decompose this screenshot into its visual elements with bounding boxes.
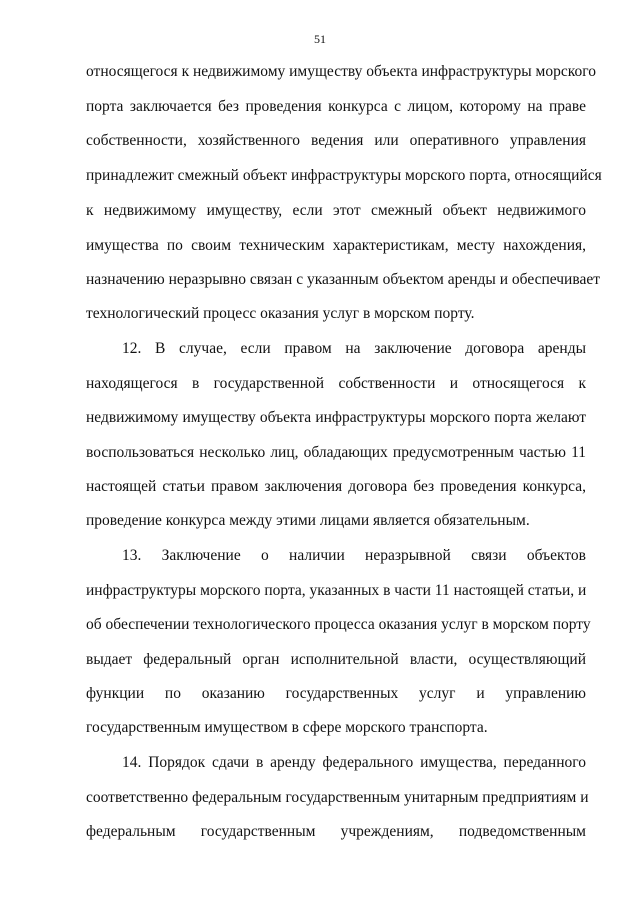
text-line: имущества по своим техническим характеристикам, месту нахождения, (86, 237, 586, 254)
text-line: недвижимому имуществу объекта инфраструктуры морского порта желают (86, 409, 586, 426)
page-number: 51 (314, 32, 326, 46)
text-line: назначению неразрывно связан с указанным объектом аренды и обеспечивает (86, 271, 600, 288)
text-line: функции по оказанию государственных услуг и управлению (86, 685, 586, 702)
text-line: технологический процесс оказания услуг в морском порту. (86, 305, 475, 322)
text-line: инфраструктуры морского порта, указанных в части 11 настоящей статьи, и (86, 582, 587, 599)
text-line: федеральным государственным учреждениям, подведомственным (86, 823, 586, 840)
text-line: настоящей статьи правом заключения договора без проведения конкурса, (86, 478, 586, 495)
text-line: выдает федеральный орган исполнительной власти, осуществляющий (86, 651, 586, 668)
text-line: собственности, хозяйственного ведения или оперативного управления (86, 132, 586, 149)
text-line: находящегося в государственной собственности и относящегося к (86, 375, 586, 392)
text-line: государственным имуществом в сфере морского транспорта. (86, 719, 488, 736)
text-line: проведение конкурса между этими лицами является обязательным. (86, 512, 530, 529)
text-line: относящегося к недвижимому имуществу объекта инфраструктуры морского (86, 63, 596, 80)
text-line: соответственно федеральным государственным унитарным предприятиям и (86, 789, 589, 806)
text-line: 14. Порядок сдачи в аренду федерального имущества, переданного (122, 754, 586, 771)
text-line: принадлежит смежный объект инфраструктуры морского порта, относящийся (86, 167, 602, 184)
text-line: 12. В случае, если правом на заключение договора аренды (122, 340, 586, 357)
text-line: порта заключается без проведения конкурса с лицом, которому на праве (86, 98, 586, 115)
text-line: воспользоваться несколько лиц, обладающих предусмотренным частью 11 (86, 444, 586, 461)
text-line: к недвижимому имуществу, если этот смежный объект недвижимого (86, 202, 586, 219)
text-line: об обеспечении технологического процесса оказания услуг в морском порту (86, 616, 591, 633)
text-line: 13. Заключение о наличии неразрывной связи объектов (122, 547, 586, 564)
